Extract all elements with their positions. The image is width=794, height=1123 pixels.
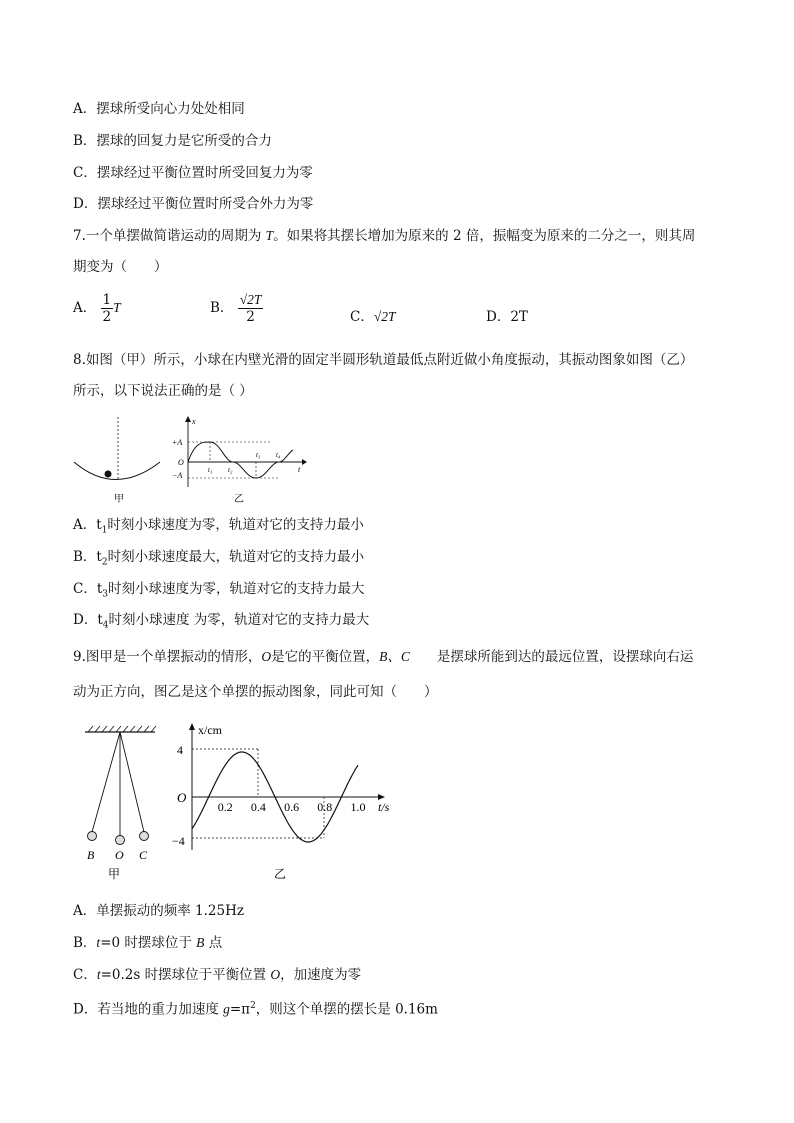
tick-label: 0.2	[217, 800, 233, 814]
q6-option-d: D．摆球经过平衡位置时所受合外力为零	[73, 196, 314, 212]
origin-label: O	[178, 458, 184, 467]
q7-option-b: B． $\frac{√2T}{2}$	[210, 292, 262, 325]
y-axis-arrow	[189, 723, 195, 730]
q7-option-c: C．√2T	[350, 309, 396, 325]
plus-a-label: +A	[172, 438, 183, 447]
q8-option-d: D．$t_4$时刻小球速度 为零，轨道对它的支持力最大	[73, 612, 370, 631]
string-b	[92, 732, 120, 832]
q8-option-a: A．$t_1$时刻小球速度为零，轨道对它的支持力最小	[73, 517, 364, 536]
axis-t-label: t	[298, 465, 301, 474]
string-c	[120, 732, 144, 832]
q9-label-jia: 甲	[108, 867, 121, 881]
q9-option-c: C．t=0.2s 时摆球位于平衡位置 O，加速度为零	[73, 967, 362, 983]
t1-label: t₁	[208, 466, 213, 474]
q7-option-a: A． $\frac{1}{2}$ T	[73, 292, 121, 325]
q9-option-d: D．若当地的重力加速度 $g=\pi^2$，则这个单摆的摆长是 0.16m	[73, 1001, 438, 1018]
q7-option-d: D．2T	[486, 309, 528, 325]
y-axis-label: x/cm	[198, 723, 222, 737]
q8-option-b: B．$t_2$时刻小球速度最大，轨道对它的支持力最小	[73, 549, 365, 568]
q9-option-b: B．t=0 时摆球位于 B 点	[73, 935, 223, 951]
semicircle-track	[74, 462, 160, 480]
q9-option-a: A．单摆振动的频率 1.25Hz	[73, 903, 244, 919]
q9-figure	[80, 722, 410, 887]
ball-b-label: B	[87, 848, 95, 862]
q7-stem-line2: 期变为（ ）	[73, 259, 168, 275]
ball-c	[140, 832, 149, 841]
q8-option-c: C．$t_3$时刻小球速度为零，轨道对它的支持力最大	[73, 581, 365, 600]
t2-label: t₂	[228, 466, 233, 474]
t-axis-arrow	[302, 459, 307, 465]
q9-figure-yi	[172, 723, 390, 881]
q9-figure-jia	[85, 726, 156, 881]
q8-figure	[70, 412, 310, 507]
tick-label: 0.8	[317, 800, 333, 814]
tick-label: 0.6	[284, 800, 300, 814]
q9-stem-line1: 9.图甲是一个单摆振动的情形，O是它的平衡位置，B、C 是摆球所能到达的最远位置，设摆球向右运	[73, 649, 694, 665]
q8-label-jia: 甲	[114, 494, 124, 505]
sine-curve	[188, 442, 293, 478]
ball-o-label: O	[115, 848, 124, 862]
x-axis-arrow	[185, 416, 191, 422]
y-pos-label: 4	[177, 743, 183, 757]
ball-b	[88, 832, 97, 841]
ball-c-label: C	[139, 848, 148, 862]
ball	[105, 471, 112, 478]
q8-stem-line1: 8.如图（甲）所示，小球在内壁光滑的固定半圆形轨道最低点附近做小角度振动，其振动图象如图（乙）	[73, 352, 694, 368]
ball-o	[116, 836, 125, 845]
origin-label: O	[177, 790, 187, 805]
q8-figure-yi	[172, 416, 307, 505]
q6-option-b: B．摆球的回复力是它所受的合力	[73, 133, 272, 149]
q8-figure-jia	[74, 417, 160, 505]
q8-label-yi: 乙	[234, 494, 244, 505]
minus-a-label: −A	[172, 471, 183, 480]
y-neg-label: −4	[172, 834, 185, 848]
ceiling-hatching	[88, 726, 156, 732]
tick-label: 0.4	[250, 800, 266, 814]
q7-stem-line1: 7.一个单摆做简谐运动的周期为 T。如果将其摆长增加为原来的 2 倍，振幅变为原来的二分之一，则其周	[73, 228, 696, 244]
q6-option-c: C．摆球经过平衡位置时所受回复力为零	[73, 165, 313, 181]
t4-label: t₄	[276, 451, 281, 459]
t3-label: t₃	[256, 451, 261, 459]
q9-stem-line2: 动为正方向，图乙是这个单摆的振动图象，同此可知（ ）	[73, 684, 438, 700]
q9-label-yi: 乙	[274, 867, 287, 881]
axis-x-label: x	[192, 417, 196, 426]
q8-stem-line2: 所示，以下说法正确的是（ ）	[73, 383, 253, 399]
tick-label: 1.0	[350, 800, 366, 814]
t-axis-label: t/s	[378, 800, 390, 814]
q6-option-a: A．摆球所受向心力处处相同	[73, 101, 245, 117]
